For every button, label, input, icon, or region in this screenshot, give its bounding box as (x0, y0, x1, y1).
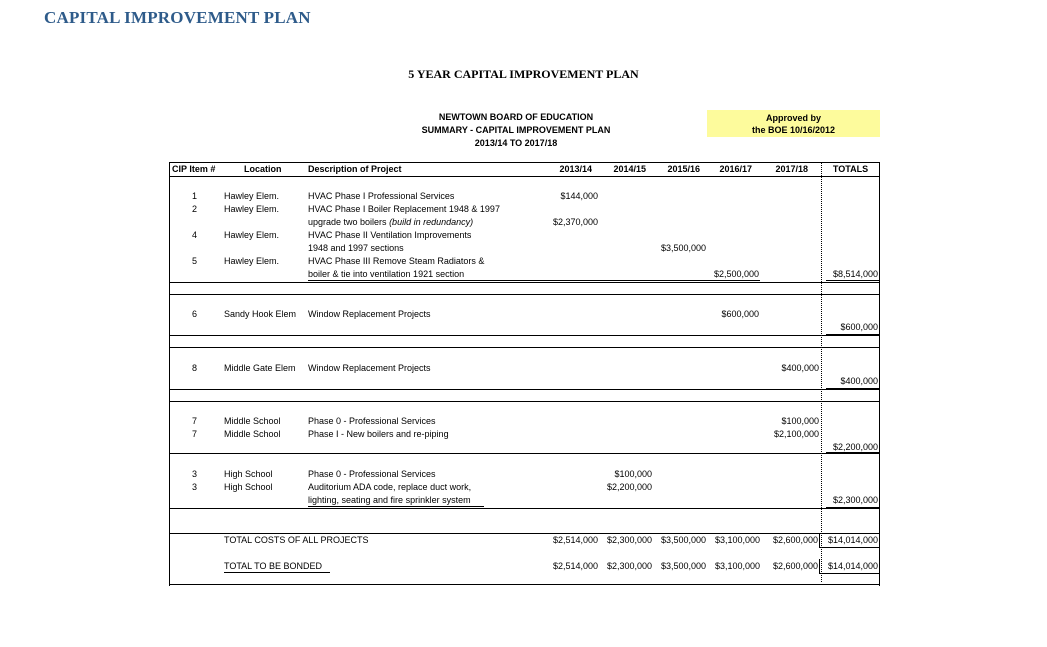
total-2016-17: $3,100,000 (714, 535, 760, 545)
description-continued: lighting, seating and fire sprinkler system (308, 495, 471, 505)
section-divider (169, 335, 880, 336)
header-bottom-border (169, 176, 880, 177)
header-2016-17: 2016/17 (719, 164, 752, 174)
cip-item: 5 (192, 256, 198, 266)
description: HVAC Phase I Professional Services (308, 191, 455, 201)
value-2014-15: $100,000 (614, 469, 652, 479)
totals-column-divider (821, 162, 822, 582)
value-2017-18: $2,100,000 (773, 429, 819, 439)
header-totals: TOTALS (832, 164, 869, 174)
total-bonded-label: TOTAL TO BE BONDED (224, 561, 323, 571)
description: HVAC Phase II Ventilation Improvements (308, 230, 472, 240)
section-divider (169, 389, 880, 390)
bonded-grand-total: $14,014,000 (827, 561, 878, 571)
value-2016-17: $2,500,000 (713, 269, 759, 279)
description: Window Replacement Projects (308, 363, 431, 373)
grand-total: $14,014,000 (827, 535, 878, 545)
cip-item: 6 (192, 309, 198, 319)
description: Phase I - New boilers and re-piping (308, 429, 449, 439)
description-continued: boiler & tie into ventilation 1921 section (308, 269, 465, 279)
total-all-projects-label: TOTAL COSTS OF ALL PROJECTS (224, 535, 369, 545)
total-2014-15: $2,300,000 (606, 535, 652, 545)
value-2013-14: $144,000 (560, 191, 598, 201)
header-description: Description of Project (308, 164, 402, 174)
total-underline (819, 547, 879, 548)
header-2017-18: 2017/18 (775, 164, 808, 174)
section-total: $2,300,000 (832, 495, 878, 505)
section-divider (169, 282, 880, 283)
value-2015-16: $3,500,000 (660, 243, 706, 253)
bonded-2014-15: $2,300,000 (606, 561, 652, 571)
value-2017-18: $100,000 (781, 416, 819, 426)
bonded-2015-16: $3,500,000 (660, 561, 706, 571)
location: Middle Gate Elem (224, 363, 296, 373)
header-2014-15: 2014/15 (613, 164, 646, 174)
value-2014-15: $2,200,000 (606, 482, 652, 492)
org-name: NEWTOWN BOARD OF EDUCATION (438, 112, 594, 122)
approval-line-1: Approved by (765, 113, 821, 123)
location: Hawley Elem. (224, 191, 280, 201)
cip-item: 4 (192, 230, 198, 240)
document-title: 5 YEAR CAPITAL IMPROVEMENT PLAN (408, 67, 639, 81)
location: High School (224, 469, 273, 479)
section-divider (169, 533, 880, 534)
cip-item: 2 (192, 204, 198, 214)
header-cip-item: CIP Item # (172, 164, 216, 174)
approval-note (707, 110, 880, 137)
cip-item: 7 (192, 416, 198, 426)
description: Window Replacement Projects (308, 309, 431, 319)
value-2016-17: $600,000 (721, 309, 759, 319)
description-note: (build in redundancy) (389, 217, 474, 227)
section-divider (169, 508, 880, 509)
row-underline (308, 506, 484, 507)
description: Auditorium ADA code, replace duct work, (308, 482, 472, 492)
section-divider (169, 453, 880, 454)
location: Middle School (224, 416, 281, 426)
description-continued: 1948 and 1997 sections (308, 243, 404, 253)
cip-item: 3 (192, 482, 198, 492)
cip-item: 3 (192, 469, 198, 479)
section-divider (169, 347, 880, 348)
total-underline (826, 280, 879, 281)
value-2013-14: $2,370,000 (552, 217, 598, 227)
section-total: $2,200,000 (832, 442, 878, 452)
section-total: $600,000 (840, 322, 878, 332)
description: Phase 0 - Professional Services (308, 416, 436, 426)
description-continued (308, 217, 473, 227)
cip-item: 8 (192, 363, 198, 373)
table-left-border (169, 162, 170, 586)
total-underline (826, 452, 879, 453)
description: Phase 0 - Professional Services (308, 469, 436, 479)
header-location: Location (244, 164, 282, 174)
description: HVAC Phase I Boiler Replacement 1948 & 1997 (308, 204, 500, 214)
total-underline (819, 573, 879, 574)
approval-line-2: the BOE 10/16/2012 (751, 125, 836, 135)
total-2013-14: $2,514,000 (552, 535, 598, 545)
header-2013-14: 2013/14 (559, 164, 592, 174)
location: High School (224, 482, 273, 492)
section-total: $400,000 (840, 376, 878, 386)
header-2015-16: 2015/16 (667, 164, 700, 174)
table-bottom-border (169, 584, 880, 585)
table-right-border (879, 162, 880, 586)
description-text: upgrade two boilers (308, 217, 390, 227)
total-underline (826, 507, 879, 508)
total-underline (826, 388, 879, 389)
row-underline (308, 280, 760, 281)
plan-summary-title: SUMMARY - CAPITAL IMPROVEMENT PLAN (421, 125, 611, 135)
description: HVAC Phase III Remove Steam Radiators & (308, 256, 485, 266)
total-2015-16: $3,500,000 (660, 535, 706, 545)
location: Sandy Hook Elem (224, 309, 297, 319)
location: Hawley Elem. (224, 256, 280, 266)
section-divider (169, 401, 880, 402)
bonded-2013-14: $2,514,000 (552, 561, 598, 571)
location: Middle School (224, 429, 281, 439)
total-underline (826, 334, 879, 335)
location: Hawley Elem. (224, 230, 280, 240)
row-underline (224, 572, 330, 573)
location: Hawley Elem. (224, 204, 280, 214)
total-2017-18: $2,600,000 (772, 535, 818, 545)
section-divider (169, 294, 880, 295)
bonded-2016-17: $3,100,000 (714, 561, 760, 571)
cip-item: 7 (192, 429, 198, 439)
cip-item: 1 (192, 191, 198, 201)
page-title: CAPITAL IMPROVEMENT PLAN (44, 8, 311, 27)
bonded-2017-18: $2,600,000 (772, 561, 818, 571)
section-total: $8,514,000 (832, 269, 878, 279)
value-2017-18: $400,000 (781, 363, 819, 373)
plan-years: 2013/14 TO 2017/18 (474, 138, 558, 148)
table-top-border (169, 162, 880, 163)
